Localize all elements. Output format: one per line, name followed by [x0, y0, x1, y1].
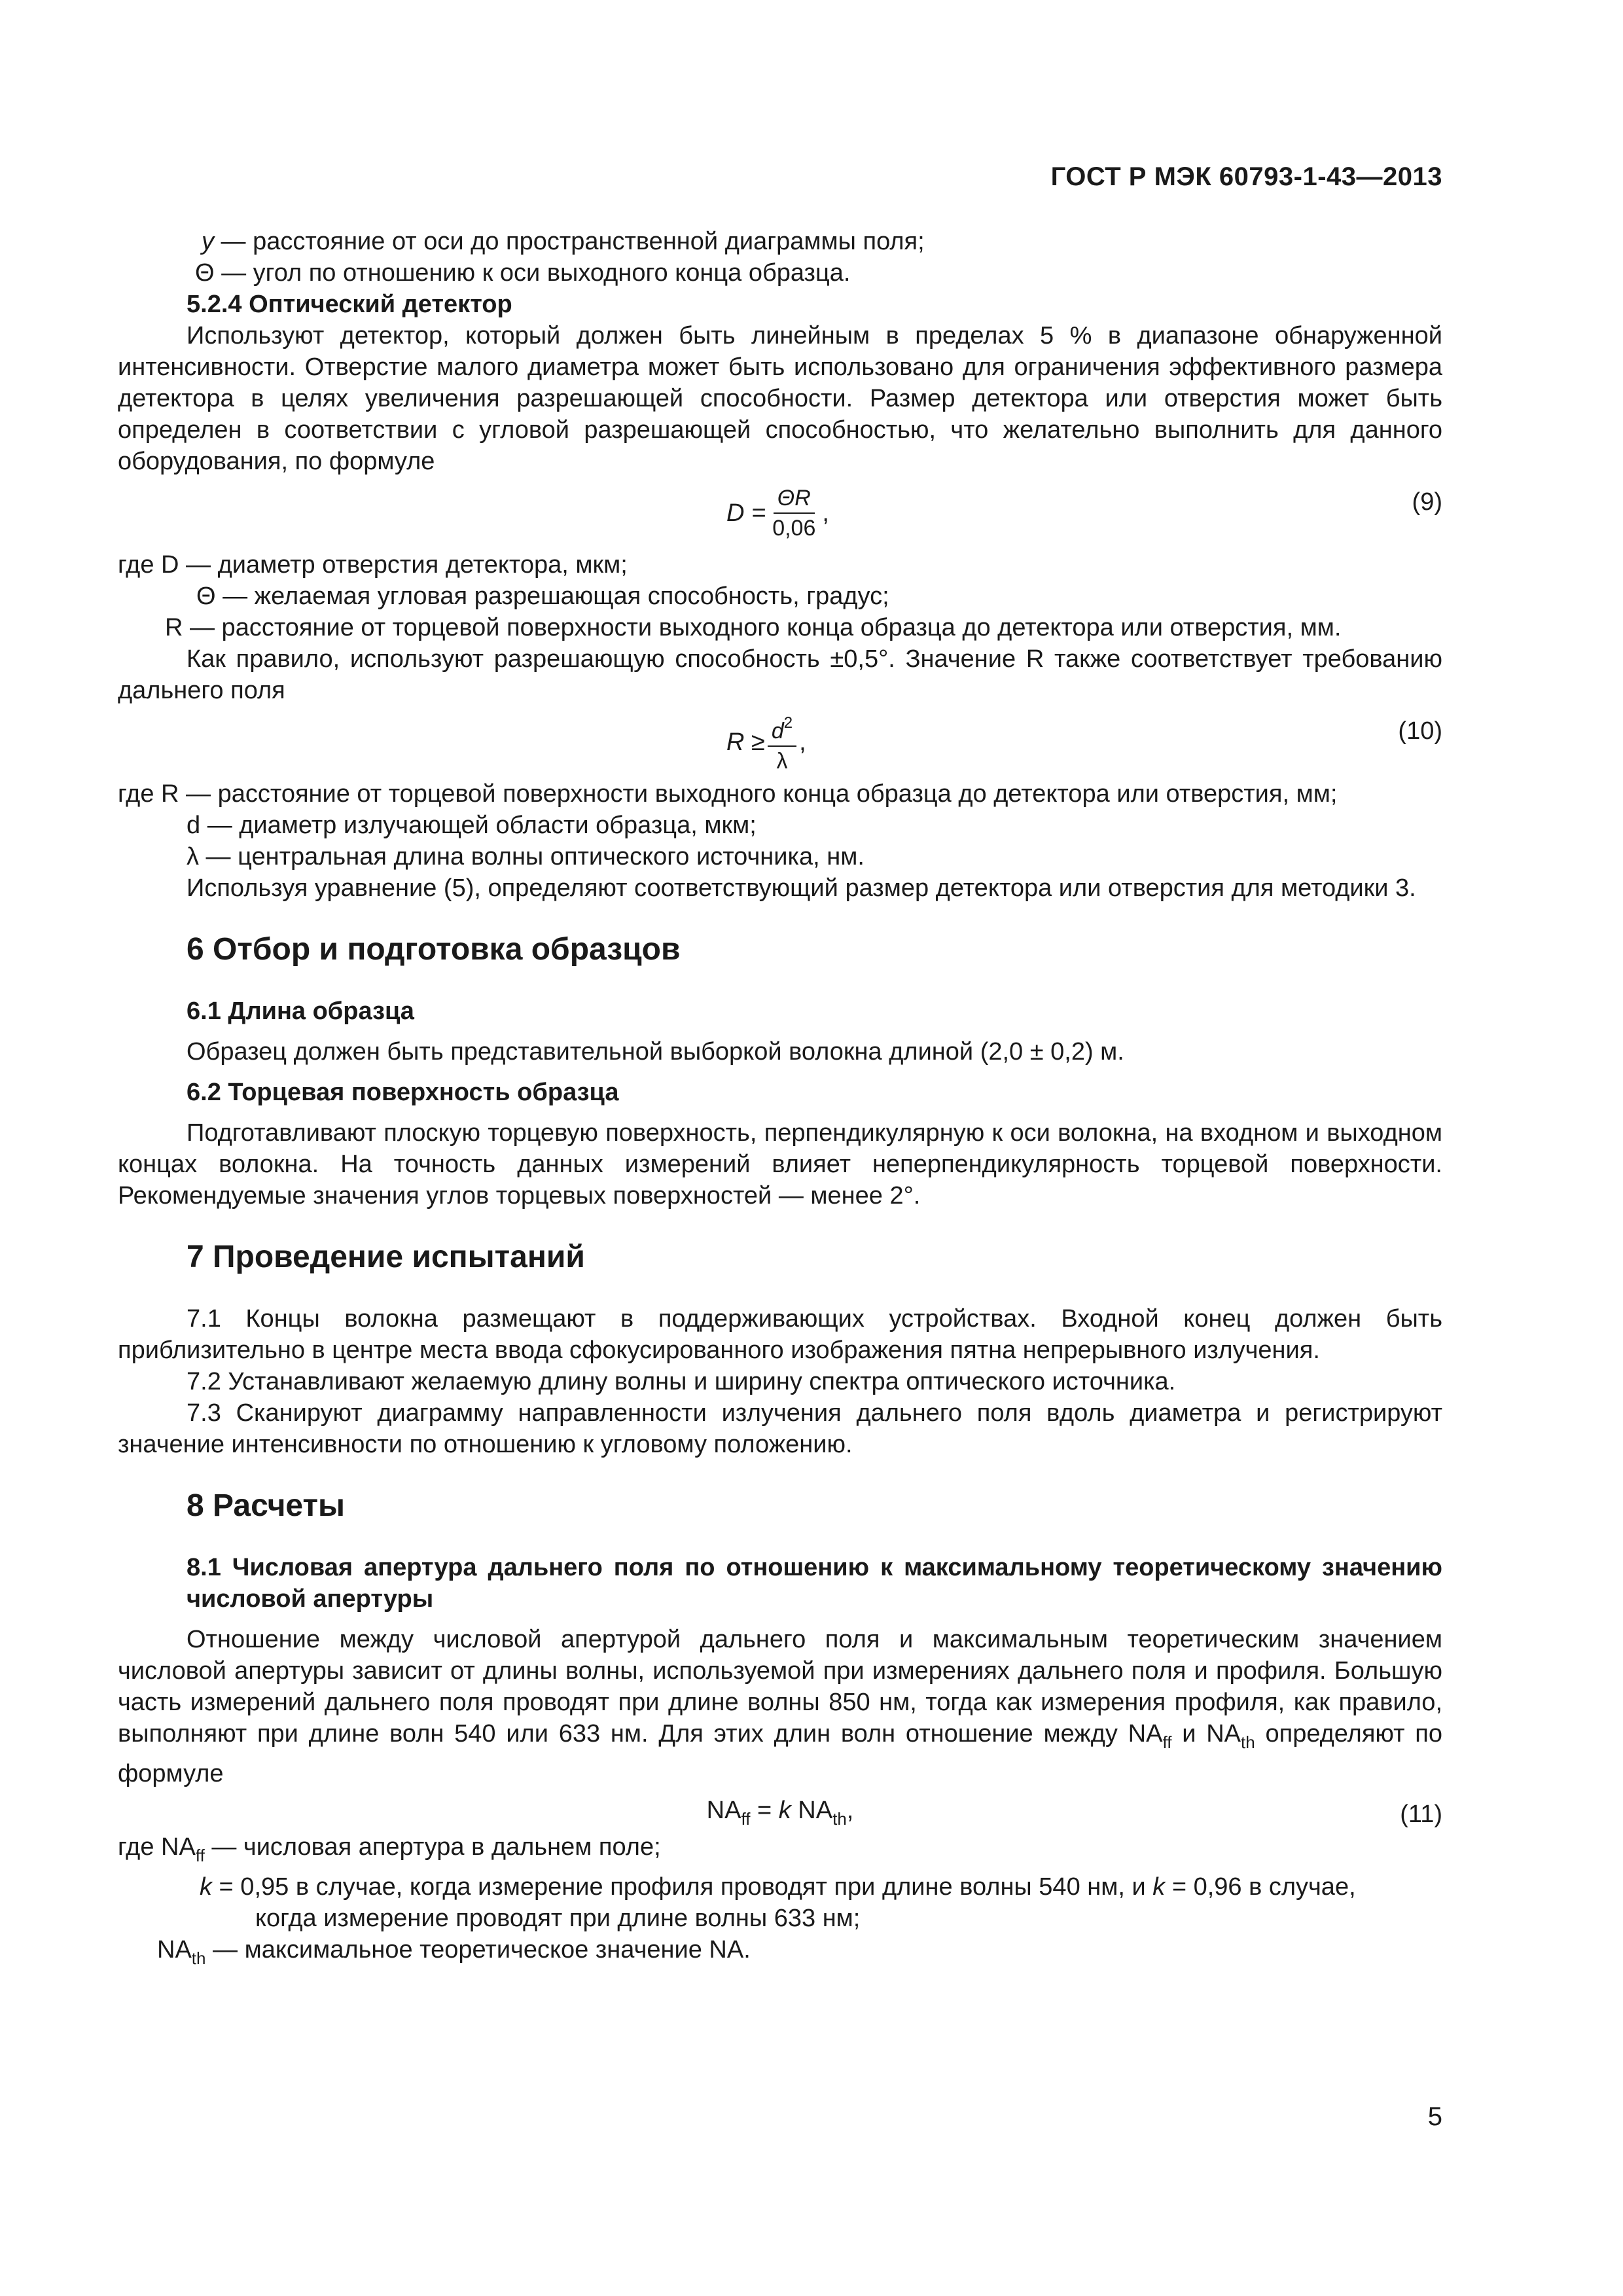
section-8-1-text: Отношение между числовой апертурой дальнего поля и максимальным теоретическим значением числовой апертуры зависит от длины волны, используемой при измерениях дальнего поля и профиля. Большую часть измерений дальнего поля проводят при длине волны 850 нм, тогда как измерения профиля, как правило, выполняют при длине волн 540 или 633 нм. Для этих длин волн отношение между $NA_{ff}$ и $NA_{th}$ определяют по формуле [118, 1626, 1442, 1787]
section-5-2-4-text-2: Как правило, используют разрешающую способность ±0,5°. Значение R также соответствует требованию дальнего поля [118, 645, 1442, 704]
formula-9-lhs: D = [726, 499, 766, 527]
def-R-distance: R — расстояние от торцевой поверхности выходного конца образца до детектора или отверстия, мм. [165, 614, 1342, 641]
section-7-title: 7 Проведение испытаний [187, 1240, 585, 1274]
def-theta-resolution: Θ — желаемая угловая разрешающая способность, градус; [196, 583, 889, 610]
def-d: d — диаметр излучающей области образца, мкм; [187, 812, 757, 839]
formula-10-number: (10) [1398, 717, 1442, 745]
def-k: k = 0,95 в случае, когда измерение профиля проводят при длине волны 540 нм, и k = 0,96 в случае, [200, 1873, 1356, 1901]
where-D: где D — диаметр отверстия детектора, мкм; [118, 551, 628, 579]
section-6-2-text: Подготавливают плоскую торцевую поверхность, перпендикулярную к оси волокна, на входном и выходном концах волокна. На точность данных измерений влияет неперпендикулярность торцевой поверхности. Рекомендуемые значения углов торцевых поверхностей — менее 2°. [118, 1119, 1442, 1210]
section-5-2-4-text-3: Используя уравнение (5), определяют соответствующий размер детектора или отверстия для методики 3. [187, 874, 1416, 902]
formula-9-number: (9) [1412, 488, 1442, 516]
section-8-1-title: 8.1 Числовая апертура дальнего поля по отношению к максимальному теоретическому значению числовой апертуры [187, 1554, 1442, 1613]
section-7-3-text: 7.3 Сканируют диаграмму направленности излучения дальнего поля вдоль диаметра и регистрируют значение интенсивности по отношению к угловому положению. [118, 1399, 1442, 1458]
formula-11-number: (11) [1400, 1801, 1442, 1828]
def-NAth: $NA_{th}$ — максимальное теоретическое значение NA. [157, 1936, 751, 1968]
section-6-1-title: 6.1 Длина образца [187, 997, 414, 1025]
def-y: y — расстояние от оси до пространственной диаграммы поля; [202, 228, 925, 255]
page-content [118, 226, 1442, 1974]
section-5-2-4-title: 5.2.4 Оптический детектор [187, 291, 512, 318]
page-number: 5 [1427, 2102, 1442, 2131]
formula-9-fraction: $\frac{\Theta R}{0,06}$ [772, 486, 816, 541]
where-R: где R — расстояние от торцевой поверхности выходного конца образца до детектора или отверстия, мм; [118, 780, 1338, 808]
section-7-1-text: 7.1 Концы волокна размещают в поддерживающих устройствах. Входной конец должен быть приблизительно в центре места ввода сфокусированного изображения пятна непрерывного излучения. [118, 1305, 1442, 1364]
formula-9: D = $\frac{\Theta R}{0,06}$ , (9) [726, 486, 1442, 541]
formula-10-fraction: $\frac{d^2}{\lambda}$ [768, 710, 796, 774]
formula-11: $NA_{ff} = k$ $NA_{th}$, (11) [118, 1789, 1442, 1831]
page-header: ГОСТ Р МЭК 60793-1-43—2013 [1050, 162, 1442, 191]
section-8-title: 8 Расчеты [187, 1488, 345, 1523]
section-6-title: 6 Отбор и подготовка образцов [187, 932, 681, 967]
section-7-2-text: 7.2 Устанавливают желаемую длину волны и ширину спектра оптического источника. [187, 1368, 1176, 1395]
section-6-1-text: Образец должен быть представительной выборкой волокна длиной (2,0 ± 0,2) м. [187, 1038, 1124, 1066]
section-6-2-title: 6.2 Торцевая поверхность образца [187, 1079, 619, 1106]
formula-10: R ≥ $\frac{d^2}{\lambda}$ , (10) [118, 706, 1442, 778]
def-lambda: λ — центральная длина волны оптического источника, нм. [187, 843, 865, 870]
section-5-2-4-text: Используют детектор, который должен быть линейным в пределах 5 % в диапазоне обнаруженной интенсивности. Отверстие малого диаметра может быть использовано для ограничения эффективного размера детектора в целях увеличения разрешающей способности. Размер детектора или отверстия может быть определен в соответствии с угловой разрешающей способностью, что желательно выполнить для данного оборудования, по формуле [118, 322, 1442, 475]
where-NAff: где $NA_{ff}$ — числовая апертура в дальнем поле; [118, 1833, 661, 1865]
def-theta: Θ — угол по отношению к оси выходного конца образца. [195, 259, 851, 287]
formula-10-lhs: R ≥ [726, 728, 765, 756]
def-k-continued: когда измерение проводят при длине волны 633 нм; [255, 1905, 861, 1932]
